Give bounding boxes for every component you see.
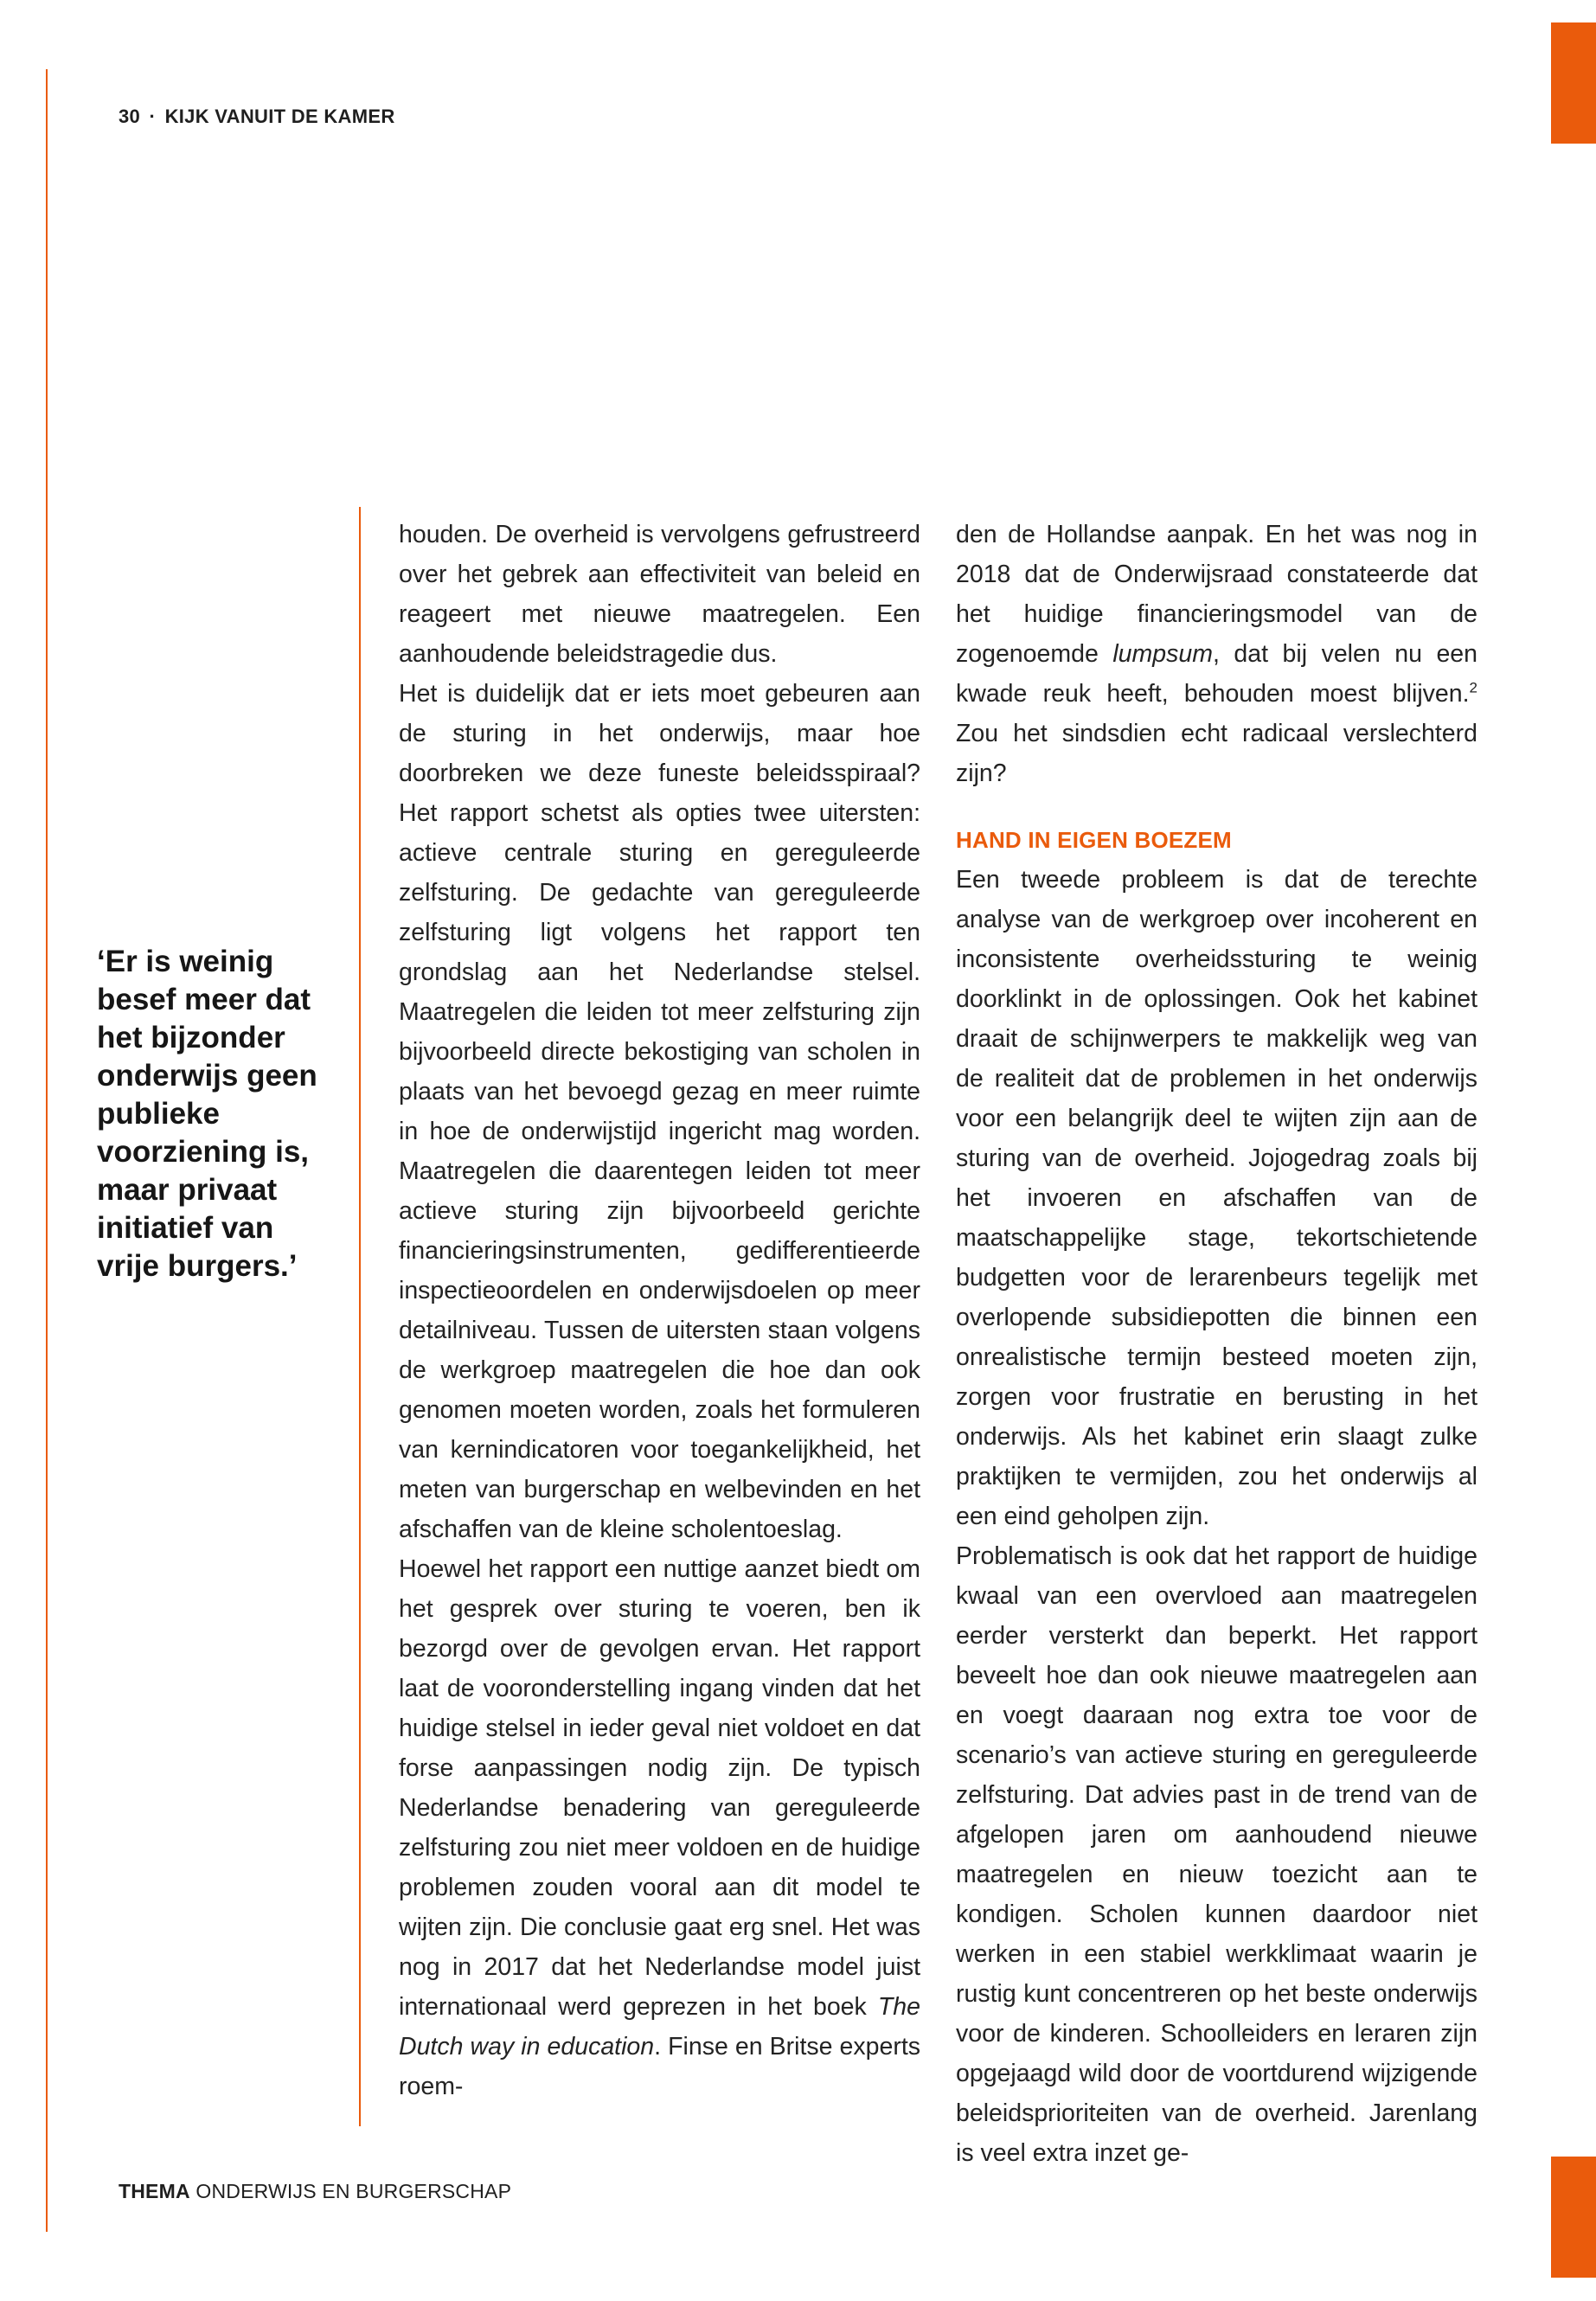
paragraph: houden. De overheid is vervolgens gefrustreerd over het gebrek aan effectiviteit van beleid en reageert met nieuwe maatregelen. Een aanhoudende beleidstragedie dus. bbox=[399, 521, 920, 668]
footnote-marker: 2 bbox=[1469, 679, 1477, 696]
italic-term: lumpsum bbox=[1112, 640, 1213, 668]
paragraph bbox=[399, 1549, 920, 2106]
pull-quote: ‘Er is weinig besef meer dat het bijzonder onderwijs geen publieke voorziening is, maar privaat initiatief van vrije burgers.’ bbox=[97, 945, 317, 1283]
footer-label: THEMA bbox=[119, 2180, 190, 2202]
column-divider-rule bbox=[359, 507, 361, 2126]
paragraph: Een tweede probleem is dat de terechte analyse van de werkgroep over incoherent en inconsistente overheidssturing te weinig doorklinkt in de oplossingen. Ook het kabinet draait de schijnwerpers te makkelijk weg van de realiteit dat de problemen in het onderwijs voor een belangrijk deel te wijten zijn aan de sturing van de overheid. Jojogedrag zoals bij het invoeren en afschaffen van de maatschappelijke stage, tekortschietende budgetten voor de lerarenbeurs tegelijk met overlopende subsidiepotten die binnen een onrealistische termijn besteed moeten zijn, zorgen voor frustratie en berusting in het onderwijs. Als het kabinet erin slaagt zulke praktijken te vermijden, zou het onderwijs al een eind geholpen zijn. bbox=[956, 866, 1477, 1530]
paragraph-text: Zou het sindsdien echt radicaal verslechterd zijn? bbox=[956, 720, 1477, 787]
header-separator: · bbox=[149, 106, 157, 127]
orange-edge-tab-top bbox=[1551, 22, 1596, 144]
paragraph-text: Hoewel het rapport een nuttige aanzet biedt om het gesprek over sturing te voeren, ben ik bezorgd over de gevolgen ervan. Het rapport laat de vooronderstelling ingang vinden dat het huidige stelsel in ieder geval niet voldoet en dat forse aanpassingen nodig zijn. De typisch Nederlandse benadering van gereguleerde zelfsturing zou niet meer voldoen en de huidige problemen zouden vooral aan dit model te wijten zijn. Die conclusie gaat erg snel. Het was nog in 2017 dat het Nederlandse model juist internationaal werd geprezen in het boek bbox=[399, 1555, 920, 2021]
footer-title: ONDERWIJS EN BURGERSCHAP bbox=[195, 2180, 512, 2202]
page-number: 30 bbox=[119, 106, 141, 127]
book-title: The Dutch way in education bbox=[399, 1993, 920, 2061]
paragraph bbox=[956, 515, 1477, 793]
paragraph-text: . Finse en Britse experts roem- bbox=[399, 2033, 921, 2100]
paragraph-text: , dat bij velen nu een kwade reuk heeft, behouden moest blijven. bbox=[956, 640, 1478, 708]
orange-edge-tab-bottom bbox=[1551, 2157, 1596, 2278]
text-column-2 bbox=[956, 515, 1477, 2173]
section-heading: HAND IN EIGEN BOEZEM bbox=[956, 827, 1232, 853]
left-margin-rule bbox=[46, 69, 48, 2232]
page-footer bbox=[119, 2180, 511, 2203]
paragraph: Problematisch is ook dat het rapport de huidige kwaal van een overvloed aan maatregelen eerder versterkt dan beperkt. Het rapport beveelt hoe dan ook nieuwe maatregelen aan en voegt daaraan nog extra toe voor de scenario’s van actieve sturing en gereguleerde zelfsturing. Dat advies past in de trend van de afgelopen jaren om aanhoudend nieuwe maatregelen en nieuw toezicht aan te kondigen. Scholen kunnen daardoor niet werken in een stabiel werkklimaat waarin je rustig kunt concentreren op het beste onderwijs voor de kinderen. Schoolleiders en leraren zijn opgejaagd wild door de voortdurend wijzigende beleidsprioriteiten van de overheid. Jarenlang is veel extra inzet ge- bbox=[956, 1542, 1477, 2167]
running-header bbox=[119, 106, 395, 128]
text-column-1 bbox=[399, 515, 920, 2106]
paragraph-text: den de Hollandse aanpak. En het was nog in 2018 dat de Onderwijsraad constateerde dat het huidige financieringsmodel van de zogenoemde bbox=[956, 521, 1477, 668]
paragraph: Het is duidelijk dat er iets moet gebeuren aan de sturing in het onderwijs, maar hoe doorbreken we deze funeste beleidsspiraal? Het rapport schetst als opties twee uitersten: actieve centrale sturing en gereguleerde zelfsturing. De gedachte van gereguleerde zelfsturing ligt volgens het rapport ten grondslag aan het Nederlandse stelsel. Maatregelen die leiden tot meer zelfsturing zijn bijvoorbeeld directe bekostiging van scholen in plaats van het bevoegd gezag en meer ruimte in hoe de onderwijstijd ingericht mag worden. Maatregelen die daarentegen leiden tot meer actieve sturing zijn bijvoorbeeld gerichte financieringsinstrumenten, gedifferentieerde inspectieoordelen en onderwijsdoelen op meer detailniveau. Tussen de uitersten staan volgens de werkgroep maatregelen die hoe dan ook genomen moeten worden, zoals het formuleren van kernindicatoren voor toegankelijkheid, het meten van burgerschap en welbevinden en het afschaffen van de kleine scholentoeslag. bbox=[399, 680, 920, 1543]
section-title: KIJK VANUIT DE KAMER bbox=[164, 106, 395, 127]
